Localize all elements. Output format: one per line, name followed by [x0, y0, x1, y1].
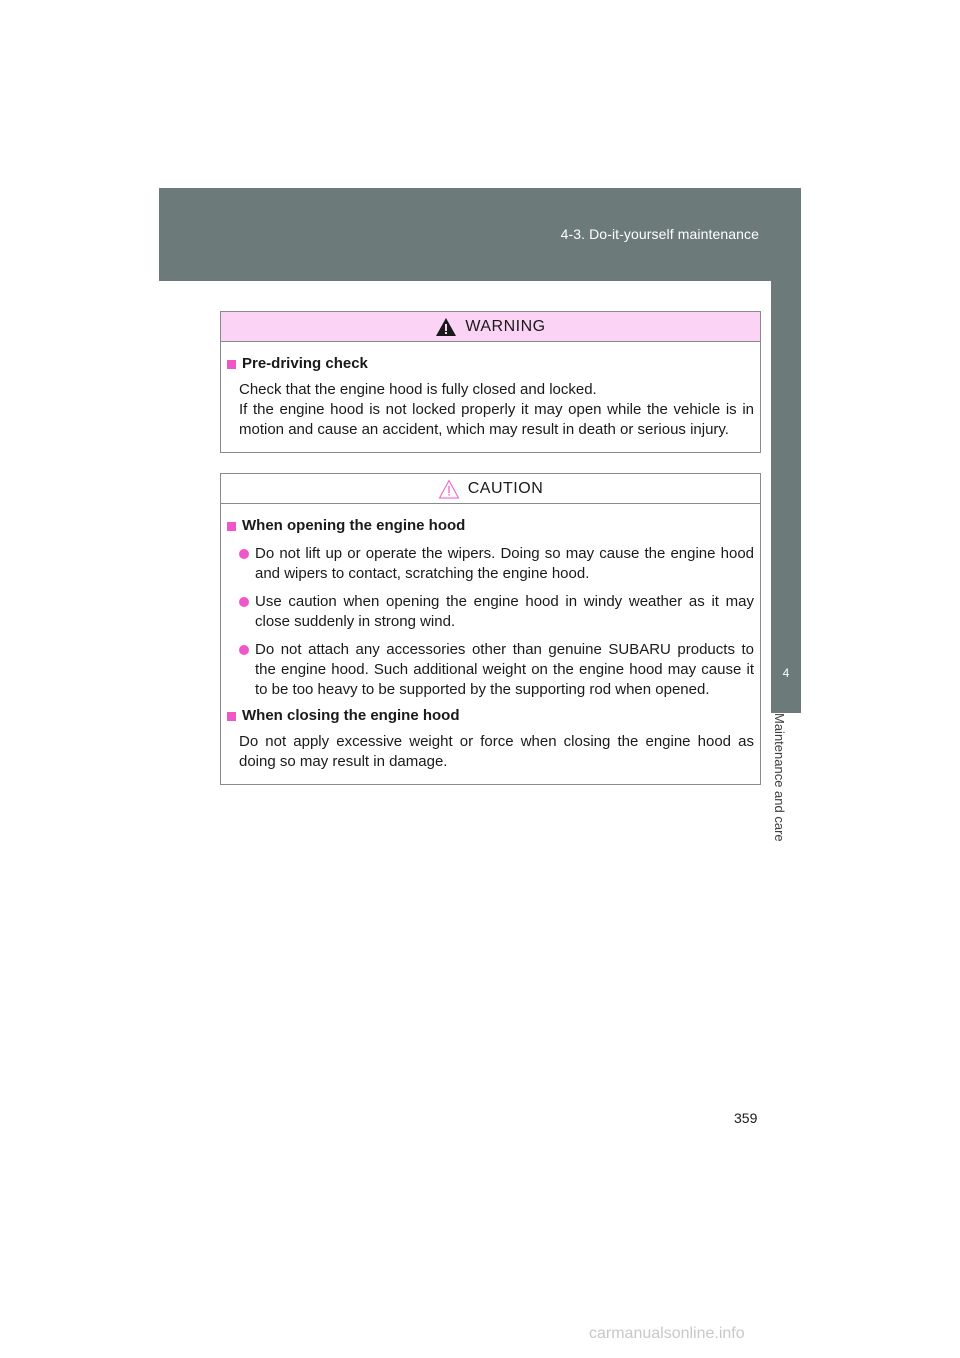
- paragraph: Check that the engine hood is fully closed and locked.: [239, 381, 597, 398]
- item-title: When closing the engine hood: [227, 706, 754, 726]
- item-title: Pre-driving check: [227, 354, 754, 374]
- paragraph: Do not apply excessive weight or force when closing the engine hood as doing so may result in damage.: [239, 733, 754, 770]
- section-title: 4-3. Do-it-yourself maintenance: [560, 226, 759, 242]
- round-bullet-icon: [239, 549, 249, 559]
- caution-body: [221, 504, 760, 784]
- warning-header: [221, 312, 760, 342]
- warning-icon: [435, 317, 457, 337]
- warning-body: [221, 342, 760, 452]
- square-bullet-icon: [227, 712, 236, 721]
- warning-heading: WARNING: [465, 317, 546, 335]
- square-bullet-icon: [227, 360, 236, 369]
- header-band: [159, 188, 801, 281]
- caution-header: [221, 474, 760, 504]
- chapter-label: [771, 713, 801, 873]
- chapter-number: 4: [771, 632, 801, 713]
- list-item: Do not lift up or operate the wipers. Doing so may cause the engine hood and wipers to contact, scratching the engine hood.: [239, 544, 754, 584]
- page-number: 359: [734, 1110, 758, 1126]
- paragraph: If the engine hood is not locked properly it may open while the vehicle is in motion and cause an accident, which may result in death or serious injury.: [239, 401, 754, 438]
- watermark: carmanualsonline.info: [589, 1325, 745, 1342]
- chapter-label-text: Maintenance and care: [772, 713, 787, 842]
- square-bullet-icon: [227, 522, 236, 531]
- list-item: Use caution when opening the engine hood in windy weather as it may close suddenly in strong wind.: [239, 592, 754, 632]
- caution-icon: [438, 479, 460, 499]
- round-bullet-icon: [239, 645, 249, 655]
- side-rail: [771, 281, 801, 632]
- warning-box: [220, 311, 761, 453]
- list-item: Do not attach any accessories other than genuine SUBARU products to the engine hood. Such additional weight on the engine hood may cause it to be too heavy to be supported by the supporting rod when opened.: [239, 640, 754, 700]
- caution-heading: CAUTION: [467, 479, 544, 497]
- caution-box: [220, 473, 761, 785]
- round-bullet-icon: [239, 597, 249, 607]
- item-title: When opening the engine hood: [227, 516, 754, 536]
